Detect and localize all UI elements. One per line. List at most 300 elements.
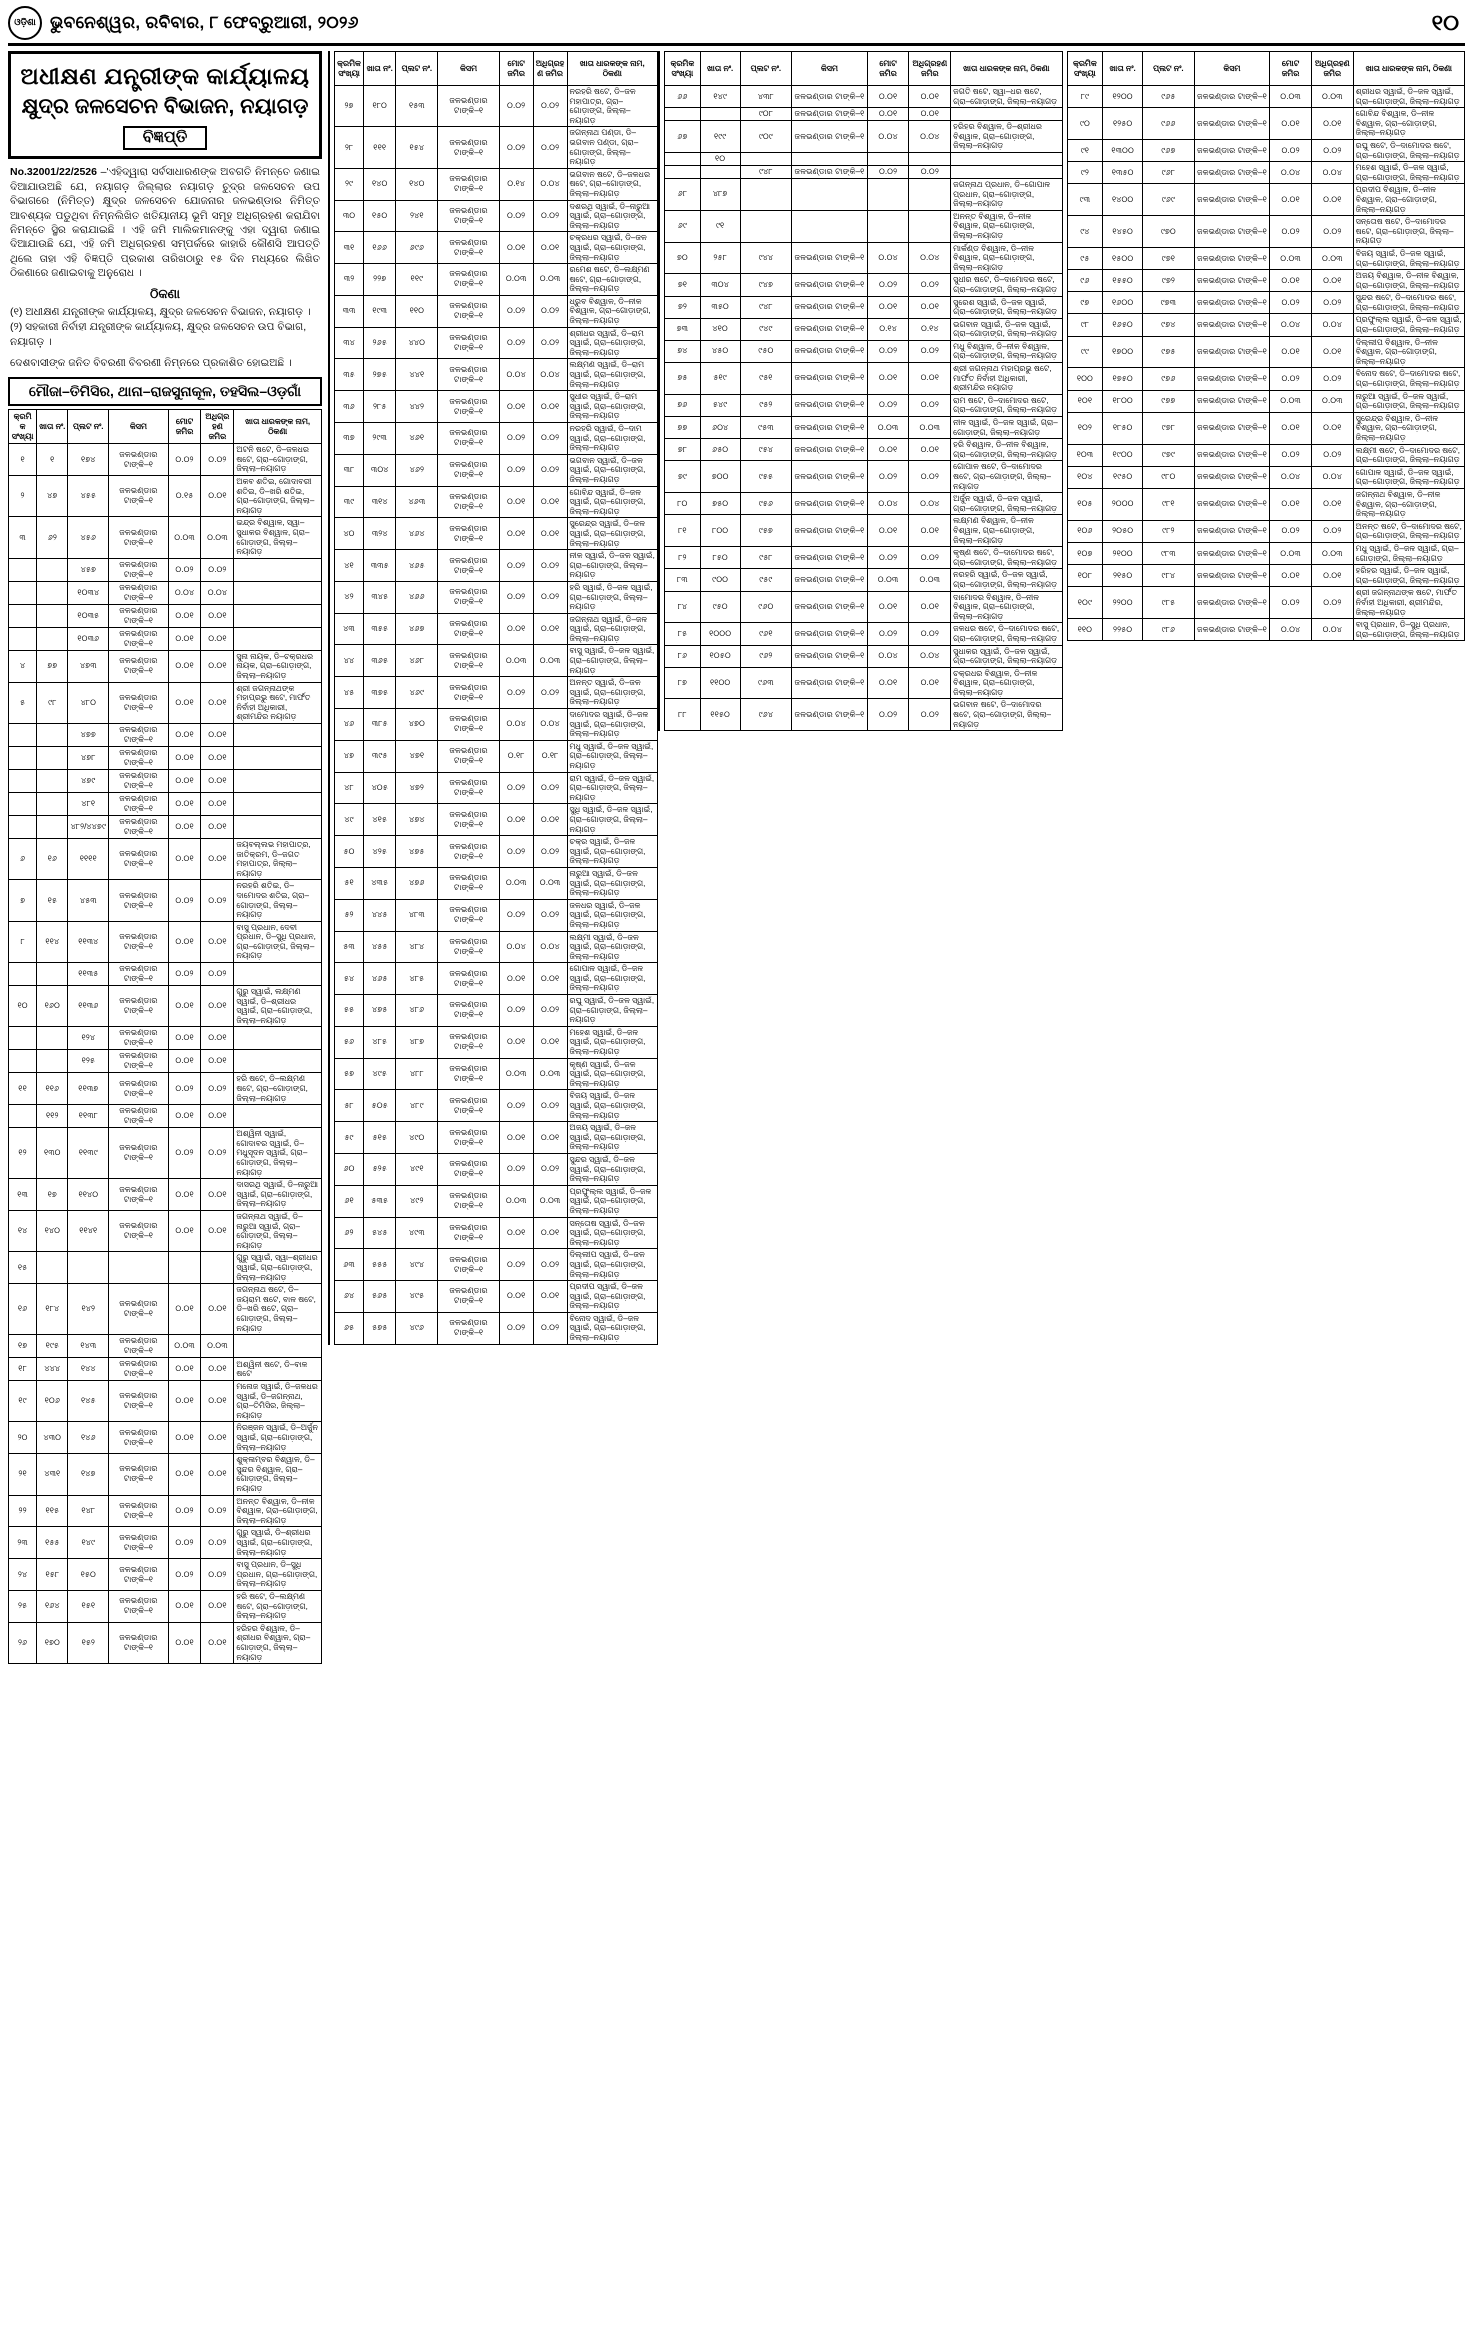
cell-owner: ଚକ୍ରଧର ବିଶ୍ୱାଳ, ଡି–ନୀଳ ବିଶ୍ୱାଳ, ଗ୍ରା–ଗୋଡ଼ାଙ୍ଗ, ଜିଲ୍ଲା–ନୟାଗଡ଼ — [951, 667, 1062, 699]
cell-owner: ସୁରେଶ ସ୍ୱାଇଁ, ଡି–ଜଳ ସ୍ୱାଇଁ, ଗ୍ରା–ଗୋଡ଼ାଙ୍ଗ, ଜିଲ୍ଲା–ନୟାଗଡ଼ — [951, 296, 1062, 318]
cell-acq: ୦.୦୧ — [909, 363, 951, 395]
cell-acq — [909, 152, 951, 165]
cell-plot: ୯୬୯ — [1143, 184, 1195, 216]
cell-owner: ଭଗବାନ ଷଟେ, ଡି–ଜଳଧର ଷଟେ, ଗ୍ରା–ଗୋଡ଼ାଙ୍ଗ, ଜିଲ୍ଲା–ନୟାଗଡ଼ — [567, 168, 657, 200]
cell-sl: ୭୮ — [665, 439, 701, 461]
cell-sl: ୭୬ — [665, 394, 701, 416]
cell-sl: ୩୩ — [335, 295, 364, 327]
table-row — [9, 880, 322, 921]
cell-sl: ୨୦ — [9, 1422, 37, 1454]
cell-kisam: ଜଳଭଣ୍ଡାର ଟାଙ୍କି–୧ — [109, 815, 168, 838]
cell-plot: ୯୭୮ — [1143, 412, 1195, 444]
cell-kisam: ଜଳଭଣ୍ଡାର ଟାଙ୍କି–୧ — [1194, 488, 1270, 520]
cell-khata: ୨୯୩ — [364, 423, 396, 455]
cell-khata: ୫୧୯ — [700, 363, 740, 395]
cell-plot: ୧୨୫ — [68, 1050, 109, 1073]
cell-owner — [234, 1105, 322, 1128]
cell-kisam: ଜଳଭଣ୍ଡାର ଟାଙ୍କି–୧ — [109, 1454, 168, 1495]
cell-owner — [234, 558, 322, 581]
cell-owner: ଦିଲ୍ଲୀପ ବିଶ୍ୱାଳ, ଡି–ନୀଳ ବିଶ୍ୱାଳ, ଗ୍ରା–ଗୋଡ଼ାଙ୍ଗ, ଜିଲ୍ଲା–ନୟାଗଡ଼ — [1353, 336, 1464, 368]
cell-sl: ୧୦୦ — [1067, 368, 1103, 390]
cell-total: ୦.୦୪ — [499, 931, 533, 963]
cell-kisam: ଜଳଭଣ୍ଡାର ଟାଙ୍କି–୧ — [1194, 368, 1270, 390]
table-row — [9, 1050, 322, 1073]
cell-khata: ୬୦୪ — [700, 417, 740, 439]
cell-khata: ୧୮୪ — [37, 1284, 68, 1335]
cell-kisam: ଜଳଭଣ୍ଡାର ଟାଙ୍କି–୧ — [792, 667, 868, 699]
cell-khata: ୧୦ — [700, 152, 740, 165]
cell-owner: ମହେଶ ସ୍ୱାଇଁ, ଡି–ଜଳ ସ୍ୱାଇଁ, ଗ୍ରା–ଗୋଡ଼ାଙ୍ଗ, ଜିଲ୍ଲା–ନୟାଗଡ଼ — [1353, 162, 1464, 184]
cell-khata: ୨୨୫୦ — [1103, 619, 1143, 641]
cell-sl: ୨୯ — [335, 168, 364, 200]
cell-sl — [9, 723, 37, 746]
cell-khata: ୧୧୨ — [37, 1105, 68, 1128]
cell-khata: ୧୩୦ — [37, 1128, 68, 1179]
cell-acq: ୦.୦୨ — [533, 1312, 567, 1344]
cell-khata: ୪୭ — [37, 476, 68, 517]
cell-kisam: ଜଳଭଣ୍ଡାର ଟାଙ୍କି–୧ — [109, 880, 168, 921]
cell-plot: ୪୭୯ — [68, 769, 109, 792]
cell-owner: ଜୟବଲ୍ଲଭ ମହାପାତ୍ର, ଜାତିକ୍ରମ, ଡି–ଜଗତ ମହାପାତ୍ର, ଜିଲ୍ଲା–ନୟାଗଡ଼ — [234, 838, 322, 879]
cell-acq: ୦.୦୧ — [201, 1210, 234, 1251]
cell-khata: ୨୫୮ — [700, 242, 740, 274]
cell-owner: ଦିଲ୍ଲୀପ ସ୍ୱାଇଁ, ଡି–ଜଳ ସ୍ୱାଇଁ, ଗ୍ରା–ଗୋଡ଼ାଙ୍ଗ, ଜିଲ୍ଲା–ନୟାଗଡ଼ — [567, 1249, 657, 1281]
cell-sl: ୫୮ — [335, 1090, 364, 1122]
cell-sl: ୭୨ — [665, 296, 701, 318]
table-row — [9, 815, 322, 838]
table-row — [335, 1090, 658, 1122]
cell-acq: ୦.୦୨ — [1311, 587, 1353, 619]
cell-plot: ୯୬୮ — [1143, 162, 1195, 184]
cell-total: ୦.୧୮ — [499, 740, 533, 772]
cell-sl: ୧୧୦ — [1067, 619, 1103, 641]
cell-total: ୦.୦୧ — [168, 1622, 201, 1663]
cell-kisam: ଜଳଭଣ୍ଡାର ଟାଙ୍କି–୧ — [792, 108, 868, 121]
cell-total: ୦.୦୧ — [1270, 108, 1312, 140]
cell-plot: ୪୮୨/୪୪୭୯ — [68, 815, 109, 838]
cell-sl: ୩୧ — [335, 232, 364, 264]
cell-acq: ୦.୦୧ — [533, 1217, 567, 1249]
cell-khata: ୪୪୪ — [37, 1358, 68, 1381]
cell-total: ୦.୦୧ — [168, 650, 201, 682]
cell-acq: ୦.୦୩ — [533, 867, 567, 899]
cell-total: ୦.୦୩ — [499, 645, 533, 677]
cell-owner: ନରହରି ଷଟେ, ଡି–ଜଳ ମହାପାତ୍ର, ଗ୍ରା–ଗୋଡ଼ାଙ୍ଗ, ଜିଲ୍ଲା–ନୟାଗଡ଼ — [567, 86, 657, 127]
cell-owner — [234, 963, 322, 986]
cell-plot: ୧୦୩୬ — [68, 627, 109, 650]
cell-kisam: ଜଳଭଣ୍ଡାର ଟାଙ୍କି–୧ — [109, 792, 168, 815]
cell-acq: ୦.୦୧ — [1311, 270, 1353, 292]
cell-acq: ୦.୦୪ — [533, 168, 567, 200]
table-row — [665, 121, 1063, 153]
col-khata: ଖାତା ନଂ. — [1103, 52, 1143, 86]
cell-plot: ୧୦୩୪ — [68, 581, 109, 604]
cell-plot: ୯୭୫ — [1143, 336, 1195, 368]
cell-plot: ୪୬୧ — [396, 423, 438, 455]
cell-plot: ୧୪୭ — [68, 1454, 109, 1495]
cell-total: ୦.୦୨ — [499, 995, 533, 1027]
cell-kisam: ଜଳଭଣ୍ଡାର ଟାଙ୍କି–୧ — [1194, 162, 1270, 184]
cell-sl: ୪୫ — [335, 677, 364, 709]
cell-khata: ୪୦୫ — [364, 772, 396, 804]
cell-khata: ୪୮୭ — [700, 178, 740, 210]
cell-acq: ୦.୦୨ — [533, 581, 567, 613]
cell-plot: ୪୮୧ — [68, 792, 109, 815]
cell-total: ୦.୦୨ — [499, 836, 533, 868]
cell-sl: ୪୭ — [335, 740, 364, 772]
cell-owner: ଇନ୍ଦ୍ର ବିଶ୍ୱାଳ, ସ୍ୱା–ସୁଧାକର ବିଶ୍ୱାଳ, ଗ୍ରା–ଗୋଡ଼ାଙ୍ଗ, ଜିଲ୍ଲା–ନୟାଗଡ଼ — [234, 517, 322, 558]
cell-owner: ଗୋପାଳ ଷଟେ, ଡି–ଦାମୋଦର ଷଟେ, ଗ୍ରା–ଗୋଡ଼ାଙ୍ଗ, ଜିଲ୍ଲା–ନୟାଗଡ଼ — [951, 461, 1062, 493]
cell-owner — [234, 581, 322, 604]
table-row — [1067, 314, 1465, 336]
cell-owner: ସୁନ୍ଦର ସ୍ୱାଇଁ, ଡି–ଜଳ ସ୍ୱାଇଁ, ଗ୍ରା–ଗୋଡ଼ାଙ୍ଗ, ଜିଲ୍ଲା–ନୟାଗଡ଼ — [567, 1153, 657, 1185]
cell-total: ୦.୦୧ — [499, 518, 533, 550]
cell-acq: ୦.୦୨ — [201, 1559, 234, 1591]
cell-khata: ୪୫୦ — [700, 340, 740, 362]
notice-address-list — [8, 305, 322, 351]
cell-khata: ୧୪୦୦ — [1103, 184, 1143, 216]
table-row — [9, 1495, 322, 1527]
table-row — [1067, 108, 1465, 140]
cell-kisam: ଜଳଭଣ୍ଡାର ଟାଙ୍କି–୧ — [438, 581, 499, 613]
cell-khata: ୧୫୦ — [364, 200, 396, 232]
cell-owner: ଭଗବାନ ସ୍ୱାଇଁ, ଡି–ଜଳ ସ୍ୱାଇଁ, ଗ୍ରା–ଗୋଡ଼ାଙ୍ଗ, ଜିଲ୍ଲା–ନୟାଗଡ଼ — [567, 454, 657, 486]
cell-sl: ୫୪ — [335, 963, 364, 995]
cell-kisam: ଜଳଭଣ୍ଡାର ଟାଙ୍କି–୧ — [1194, 412, 1270, 444]
cell-plot: ୯୭୩ — [1143, 292, 1195, 314]
cell-acq: ୦.୦୨ — [533, 836, 567, 868]
cell-plot: ୯୬୫ — [1143, 86, 1195, 108]
col-sl: କ୍ରମିକ ସଂଖ୍ୟା — [335, 52, 364, 86]
cell-plot: ୧୧୩୪ — [68, 921, 109, 962]
cell-plot: ୯୬୦ — [740, 591, 792, 623]
cell-acq: ୦.୦୨ — [201, 444, 234, 476]
cell-sl — [9, 581, 37, 604]
cell-total: ୦.୦୨ — [499, 327, 533, 359]
cell-owner: ଜଗନ୍ନାଥ ଷଟେ, ଡି–ଜୟରାମ ଷଟେ, ବାଳ ଷଟେ, ଡି–ଖରି ଷଟେ, ଗ୍ରା–ଗୋଡ଼ାଙ୍ଗ, ଜିଲ୍ଲା–ନୟାଗଡ଼ — [234, 1284, 322, 1335]
cell-plot: ୧୫୦ — [68, 1559, 109, 1591]
table-row — [335, 423, 658, 455]
cell-owner: ହରି ଷଟେ, ଡି–ଲକ୍ଷ୍ମଣ ଷଟେ, ଗ୍ରା–ଗୋଡ଼ାଙ୍ଗ, ଜିଲ୍ଲା–ନୟାଗଡ଼ — [234, 1073, 322, 1105]
cell-khata: ୮୫୦ — [700, 547, 740, 569]
table-row — [665, 318, 1063, 340]
cell-total: ୦.୦୧ — [168, 1454, 201, 1495]
table-row — [9, 444, 322, 476]
col-kisam: କିସମ — [438, 52, 499, 86]
cell-kisam: ଜଳଭଣ୍ଡାର ଟାଙ୍କି–୧ — [792, 417, 868, 439]
cell-sl: ୫ — [9, 682, 37, 723]
cell-kisam: ଜଳଭଣ୍ଡାର ଟାଙ୍କି–୧ — [1194, 520, 1270, 542]
table-row — [665, 461, 1063, 493]
cell-kisam: ଜଳଭଣ୍ଡାର ଟାଙ୍କି–୧ — [109, 558, 168, 581]
cell-acq: ୦.୦୨ — [533, 327, 567, 359]
cell-sl: ୯୮ — [1067, 314, 1103, 336]
cell-kisam: ଜଳଭଣ୍ଡାର ଟାଙ୍କି–୧ — [792, 515, 868, 547]
cell-owner: ନୀଳ ସ୍ୱାଇଁ, ଡି–ଜଳ ସ୍ୱାଇଁ, ଗ୍ରା–ଗୋଡ଼ାଙ୍ଗ, ଜିଲ୍ଲା–ନୟାଗଡ଼ — [951, 417, 1062, 439]
cell-acq: ୦.୦୨ — [533, 550, 567, 582]
cell-owner: ଅଜୟ ବିଶ୍ୱାଳ, ଡି–ନୀଳ ବିଶ୍ୱାଳ, ଗ୍ରା–ଗୋଡ଼ାଙ୍ଗ, ଜିଲ୍ଲା–ନୟାଗଡ଼ — [1353, 270, 1464, 292]
cell-sl: ୬୯ — [665, 210, 701, 242]
table-row — [9, 723, 322, 746]
cell-plot: ୧୫୧ — [68, 1590, 109, 1622]
cell-total: ୦.୦୧ — [168, 746, 201, 769]
cell-total: ୦.୦୨ — [499, 1153, 533, 1185]
cell-kisam: ଜଳଭଣ୍ଡାର ଟାଙ୍କି–୧ — [109, 1335, 168, 1358]
cell-total: ୦.୦୧ — [867, 667, 909, 699]
cell-acq — [909, 178, 951, 210]
cell-khata: ୪୧୦ — [700, 318, 740, 340]
cell-plot: ୪୯୦ — [396, 1122, 438, 1154]
cell-acq: ୦.୦୧ — [909, 86, 951, 108]
cell-khata: ୪୪୫ — [364, 899, 396, 931]
table-row — [335, 550, 658, 582]
cell-khata: ୪୧୫ — [364, 804, 396, 836]
cell-khata: ୫୩୫ — [364, 1185, 396, 1217]
cell-kisam: ଜଳଭଣ୍ଡାର ଟାଙ୍କି–୧ — [792, 461, 868, 493]
cell-khata: ୧୩୦୦ — [1103, 139, 1143, 161]
cell-acq: ୦.୦୪ — [533, 931, 567, 963]
cell-acq: ୦.୦୨ — [1311, 292, 1353, 314]
cell-plot: ୯୬୩ — [740, 667, 792, 699]
cell-acq: ୦.୦୧ — [909, 296, 951, 318]
column-middle — [328, 51, 658, 1345]
table-row — [665, 515, 1063, 547]
table-row — [1067, 247, 1465, 269]
cell-owner — [234, 815, 322, 838]
cell-acq: ୦.୦୨ — [201, 963, 234, 986]
cell-owner: ରଘୁ ସ୍ୱାଇଁ, ଡି–ଜଳ ସ୍ୱାଇଁ, ଗ୍ରା–ଗୋଡ଼ାଙ୍ଗ, ଜିଲ୍ଲା–ନୟାଗଡ଼ — [567, 995, 657, 1027]
cell-kisam: ଜଳଭଣ୍ଡାର ଟାଙ୍କି–୧ — [438, 836, 499, 868]
cell-plot: ୯୫୫ — [740, 461, 792, 493]
cell-kisam: ଜଳଭଣ୍ଡାର ଟାଙ୍କି–୧ — [438, 1281, 499, 1313]
cell-kisam: ଜଳଭଣ୍ଡାର ଟାଙ୍କି–୧ — [438, 264, 499, 296]
cell-acq: ୦.୦୨ — [201, 1128, 234, 1179]
cell-owner: ସୁଧୀର ଷଟେ, ଡି–ଦାମୋଦର ଷଟେ, ଗ୍ରା–ଗୋଡ଼ାଙ୍ଗ, ଜିଲ୍ଲା–ନୟାଗଡ଼ — [951, 274, 1062, 296]
cell-sl: ୮୧ — [665, 515, 701, 547]
cell-kisam — [792, 210, 868, 242]
table-row — [9, 604, 322, 627]
page-number: ୧୦ — [1431, 9, 1459, 35]
cell-total: ୦.୦୧ — [168, 986, 201, 1027]
cell-total: ୦.୦୨ — [168, 1495, 201, 1527]
table-row — [665, 667, 1063, 699]
cell-total: ୦.୦୧ — [499, 486, 533, 518]
cell-plot: ୯୭୧ — [1143, 247, 1195, 269]
table-row — [335, 359, 658, 391]
cell-total: ୦.୦୩ — [499, 1185, 533, 1217]
cell-plot: ୯୮୪ — [1143, 565, 1195, 587]
cell-khata: ୧୮୦୦ — [1103, 390, 1143, 412]
cell-sl: ୭୦ — [665, 242, 701, 274]
cell-total: ୦.୦୧ — [867, 86, 909, 108]
cell-plot: ୧୪୩ — [68, 1335, 109, 1358]
cell-owner: ମଧୁ ସ୍ୱାଇଁ, ଡି–ଜଳ ସ୍ୱାଇଁ, ଗ୍ରା–ଗୋଡ଼ାଙ୍ଗ, ଜିଲ୍ଲା–ନୟାଗଡ଼ — [1353, 542, 1464, 564]
cell-owner: ଚକ୍ର ସ୍ୱାଇଁ, ଡି–ଜଳ ସ୍ୱାଇଁ, ଗ୍ରା–ଗୋଡ଼ାଙ୍ଗ, ଜିଲ୍ଲା–ନୟାଗଡ଼ — [567, 836, 657, 868]
cell-owner — [951, 165, 1062, 178]
cell-total: ୦.୦୩ — [1270, 247, 1312, 269]
cell-acq: ୦.୦୧ — [201, 604, 234, 627]
cell-plot: ୪୬୮ — [396, 645, 438, 677]
cell-khata — [37, 604, 68, 627]
cell-plot: ୪୭୧ — [396, 740, 438, 772]
cell-owner: ହରି ବିଶ୍ୱାଳ, ଡି–ନୀଳ ବିଶ୍ୱାଳ, ଗ୍ରା–ଗୋଡ଼ାଙ୍ଗ, ଜିଲ୍ଲା–ନୟାଗଡ଼ — [951, 439, 1062, 461]
cell-total: ୦.୦୨ — [168, 1527, 201, 1559]
cell-kisam: ଜଳଭଣ୍ଡାର ଟାଙ୍କି–୧ — [109, 838, 168, 879]
table-row — [335, 804, 658, 836]
table-row — [665, 274, 1063, 296]
cell-sl: ୫୯ — [335, 1122, 364, 1154]
cell-sl: ୫୧ — [335, 867, 364, 899]
cell-owner: ବାସୁ ପ୍ରଧାନ, ଦେବୀ ପ୍ରଧାନ, ଡି–ସୁଧି ପ୍ରଧାନ, ଗ୍ରା–ଗୋଡ଼ାଙ୍ଗ, ଜିଲ୍ଲା–ନୟାଗଡ଼ — [234, 921, 322, 962]
table-row — [335, 168, 658, 200]
cell-acq: ୦.୦୧ — [201, 838, 234, 879]
cell-sl: ୪୪ — [335, 645, 364, 677]
cell-total: ୦.୦୧ — [1270, 270, 1312, 292]
cell-acq: ୦.୦୧ — [1311, 108, 1353, 140]
cell-plot: ୪୫୬ — [68, 517, 109, 558]
cell-total: ୦.୦୨ — [867, 699, 909, 731]
cell-owner: ଭଗବାନ ଷଟେ, ଡି–ଦାମୋଦର ଷଟେ, ଗ୍ରା–ଗୋଡ଼ାଙ୍ଗ, ଜିଲ୍ଲା–ନୟାଗଡ଼ — [951, 699, 1062, 731]
table-row — [335, 327, 658, 359]
cell-sl: ୫୩ — [335, 931, 364, 963]
cell-owner — [234, 769, 322, 792]
table-row — [9, 581, 322, 604]
cell-kisam: ଜଳଭଣ୍ଡାର ଟାଙ୍କି–୧ — [1194, 247, 1270, 269]
cell-khata: ୭୦୦ — [700, 461, 740, 493]
cell-acq: ୦.୦୨ — [533, 677, 567, 709]
cell-plot: ୧୧୩୮ — [68, 1105, 109, 1128]
table-row — [665, 439, 1063, 461]
table-row — [335, 995, 658, 1027]
cell-owner: ପ୍ରଫୁଲ୍ଲ ସ୍ୱାଇଁ, ଡି–ଜଳ ସ୍ୱାଇଁ, ଗ୍ରା–ଗୋଡ଼ାଙ୍ଗ, ଜିଲ୍ଲା–ନୟାଗଡ଼ — [1353, 314, 1464, 336]
table-row — [335, 1312, 658, 1344]
cell-khata — [37, 815, 68, 838]
cell-kisam: ଜଳଭଣ୍ଡାର ଟାଙ୍କି–୧ — [792, 699, 868, 731]
cell-total: ୦.୦୧ — [1270, 488, 1312, 520]
cell-kisam: ଜଳଭଣ୍ଡାର ଟାଙ୍କି–୧ — [792, 645, 868, 667]
cell-khata: ୧୪୯ — [700, 86, 740, 108]
cell-plot: ୯୪୮ — [740, 296, 792, 318]
cell-sl — [9, 769, 37, 792]
cell-kisam: ଜଳଭଣ୍ଡାର ଟାଙ୍କି–୧ — [792, 242, 868, 274]
cell-kisam: ଜଳଭଣ୍ଡାର ଟାଙ୍କି–୧ — [438, 550, 499, 582]
cell-plot: ୯୫୩ — [740, 417, 792, 439]
cell-owner: ସୁନ୍ଦର ଷଟେ, ଡି–ଦାମୋଦର ଷଟେ, ଗ୍ରା–ଗୋଡ଼ାଙ୍ଗ, ଜିଲ୍ଲା–ନୟାଗଡ଼ — [1353, 292, 1464, 314]
cell-kisam: ଜଳଭଣ୍ଡାର ଟାଙ୍କି–୧ — [109, 1590, 168, 1622]
cell-total: ୦.୦୪ — [867, 645, 909, 667]
cell-acq: ୦.୦୨ — [201, 1495, 234, 1527]
col-plot: ପ୍ଲଟ ନଂ. — [396, 52, 438, 86]
cell-acq: ୦.୦୨ — [909, 699, 951, 731]
table-row — [1067, 139, 1465, 161]
cell-acq: ୦.୦୨ — [909, 274, 951, 296]
table-row — [1067, 488, 1465, 520]
cell-sl: ୧୧ — [9, 1073, 37, 1105]
cell-kisam — [792, 152, 868, 165]
col-acquired-area: ଅଧିଗ୍ରହଣ ଜମିର — [909, 52, 951, 86]
cell-khata — [37, 1252, 68, 1284]
table-row — [9, 1358, 322, 1381]
cell-khata: ୧୫୫୦ — [1103, 270, 1143, 292]
table-row — [335, 1153, 658, 1185]
table-row — [1067, 292, 1465, 314]
cell-sl: ୧ — [9, 444, 37, 476]
cell-sl: ୭୯ — [665, 461, 701, 493]
table-row — [1067, 390, 1465, 412]
table-row — [9, 1105, 322, 1128]
cell-kisam: ଜଳଭଣ୍ଡାର ଟାଙ୍କି–୧ — [1194, 619, 1270, 641]
table-row — [335, 200, 658, 232]
table-row — [1067, 368, 1465, 390]
cell-acq: ୦.୦୧ — [201, 1381, 234, 1422]
cell-khata: ୧୧୫୦ — [700, 699, 740, 731]
cell-kisam: ଜଳଭଣ୍ଡାର ଟାଙ୍କି–୧ — [109, 517, 168, 558]
cell-acq: ୦.୦୧ — [1311, 488, 1353, 520]
cell-sl: ୮୬ — [665, 645, 701, 667]
cell-owner: ଜଗନ୍ନାଥ ପ୍ରଧାନ, ଡି–ଗୋପାଳ ପ୍ରଧାନ, ଗ୍ରା–ଗୋଡ଼ାଙ୍ଗ, ଜିଲ୍ଲା–ନୟାଗଡ଼ — [951, 178, 1062, 210]
col-total-area: ମୋଟ ଜମିର — [1270, 52, 1312, 86]
cell-sl: ୮୪ — [665, 591, 701, 623]
cell-acq: ୦.୦୨ — [909, 165, 951, 178]
cell-kisam: ଜଳଭଣ୍ଡାର ଟାଙ୍କି–୧ — [438, 1026, 499, 1058]
cell-khata: ୧୯୯ — [700, 121, 740, 153]
cell-acq: ୦.୦୨ — [909, 394, 951, 416]
cell-plot: ୪୫୭ — [68, 558, 109, 581]
cell-plot: ୧୪୯ — [68, 1527, 109, 1559]
cell-total: ୦.୦୨ — [1270, 444, 1312, 466]
table-row — [335, 613, 658, 645]
cell-sl: ୫୬ — [335, 1026, 364, 1058]
cell-kisam: ଜଳଭଣ୍ଡାର ଟାଙ୍କି–୧ — [792, 569, 868, 591]
cell-acq: ୦.୦୪ — [909, 493, 951, 515]
cell-total: ୦.୦୧ — [168, 1358, 201, 1381]
table-row — [665, 645, 1063, 667]
cell-owner: ସୁଧି ସ୍ୱାଇଁ, ଡି–ଜଳ ସ୍ୱାଇଁ, ଗ୍ରା–ଗୋଡ଼ାଙ୍ଗ, ଜିଲ୍ଲା–ନୟାଗଡ଼ — [567, 804, 657, 836]
cell-sl: ୨ — [9, 476, 37, 517]
cell-total: ୦.୦୧ — [168, 627, 201, 650]
cell-plot: ୯୫୦ — [740, 340, 792, 362]
table-row — [665, 394, 1063, 416]
cell-kisam: ଜଳଭଣ୍ଡାର ଟାଙ୍କି–୧ — [1194, 336, 1270, 368]
cell-owner: ଅନନ୍ତ ଷଟେ, ଡି–ଦାମୋଦର ଷଟେ, ଗ୍ରା–ଗୋଡ଼ାଙ୍ଗ, ଜିଲ୍ଲା–ନୟାଗଡ଼ — [1353, 520, 1464, 542]
notice-body-text: –'ଏହିଦ୍ୱାରା ସର୍ବସାଧାରଣଙ୍କ ଅବଗତି ନିମନ୍ତେ ଜଣାଇ ଦିଆଯାଉଅଛି ଯେ, ନୟାଗଡ଼ ଜିଲ୍ଲାର ନୟାଗଡ଼ ଚୁ୍ଦ୍ର ଜଳସେଚନ ଉପ ବିଭାଗରେ (ନିମିତ୍ତ) କ୍ଷୁଦ୍ର ଜଳସେଚନ ଯୋଜନାର ଜଳଭଣ୍ଡାର ନିମିତ୍ତ ଆବଶ୍ୟକ ପଡୁଥିବା ନିମ୍ନଲିଖିତ ଖତିୟାନୀୟ ଭୂମି ସମୂହ ଅଧିଗ୍ରହଣ କରାଯିବା ନିମନ୍ତେ ସ୍ଥିର କରାଯାଇଛି । ଏହି ଜମି ମାଲିକମାନଙ୍କୁ ଏହା ଦ୍ୱାରା ଜଣାଇ ଦିଆଯାଉଛି ଯେ, ଏହି ଜମି ଅଧିଗ୍ରହଣ ସମ୍ପର୍କରେ କାହାରି କୌଣସି ଆପତ୍ତି ଥିଲେ ତାହା ଏହି ବିଜ୍ଞପ୍ତି ପ୍ରକାଶ ତାରିଖଠାରୁ ୧୫ ଦିନ ମଧ୍ୟରେ ଲିଖିତ ଠିକଣାରେ ଜଣାଇବାକୁ ଅନୁରୋଧ । — [10, 166, 320, 280]
cell-sl: ୨୨ — [9, 1495, 37, 1527]
table-row — [9, 1252, 322, 1284]
cell-owner: ଲକ୍ଷ୍ମଣ ସ୍ୱାଇଁ, ଡି–ରାମ ସ୍ୱାଇଁ, ଗ୍ରା–ଗୋଡ଼ାଙ୍ଗ, ଜିଲ୍ଲା–ନୟାଗଡ଼ — [567, 359, 657, 391]
table-row — [9, 476, 322, 517]
cell-sl: ୮ — [9, 921, 37, 962]
cell-owner: ହରିହର ବିଶ୍ୱାଳ, ଡି–ଶ୍ରୀଧର ବିଶ୍ୱାଳ, ଗ୍ରା–ଗୋଡ଼ାଙ୍ଗ, ଜିଲ୍ଲା–ନୟାଗଡ଼ — [951, 121, 1062, 153]
cell-sl: ୮୩ — [665, 569, 701, 591]
cell-khata: ୧ — [37, 444, 68, 476]
cell-acq: ୦.୦୧ — [201, 1422, 234, 1454]
cell-khata: ୧୭୫୦ — [1103, 368, 1143, 390]
col-owner: ଖାତା ଧାରକଙ୍କ ନାମ, ଠିକଣା — [1353, 52, 1464, 86]
cell-acq: ୦.୦୧ — [533, 1281, 567, 1313]
cell-acq: ୦.୦୨ — [1311, 216, 1353, 248]
cell-khata: ୧୯୫୦ — [1103, 466, 1143, 488]
cell-sl: ୨୭ — [335, 86, 364, 127]
table-row — [9, 1454, 322, 1495]
cell-owner: ମଧୁ ସ୍ୱାଇଁ, ଡି–ଜଳ ସ୍ୱାଇଁ, ଗ୍ରା–ଗୋଡ଼ାଙ୍ଗ, ଜିଲ୍ଲା–ନୟାଗଡ଼ — [567, 740, 657, 772]
cell-kisam: ଜଳଭଣ୍ଡାର ଟାଙ୍କି–୧ — [438, 1312, 499, 1344]
table-row — [335, 581, 658, 613]
cell-kisam: ଜଳଭଣ୍ଡାର ଟାଙ୍କି–୧ — [1194, 444, 1270, 466]
table-row — [9, 1559, 322, 1591]
cell-khata: ୯୮ — [37, 682, 68, 723]
cell-kisam: ଜଳଭଣ୍ଡାର ଟାଙ୍କି–୧ — [109, 650, 168, 682]
table-row — [9, 838, 322, 879]
